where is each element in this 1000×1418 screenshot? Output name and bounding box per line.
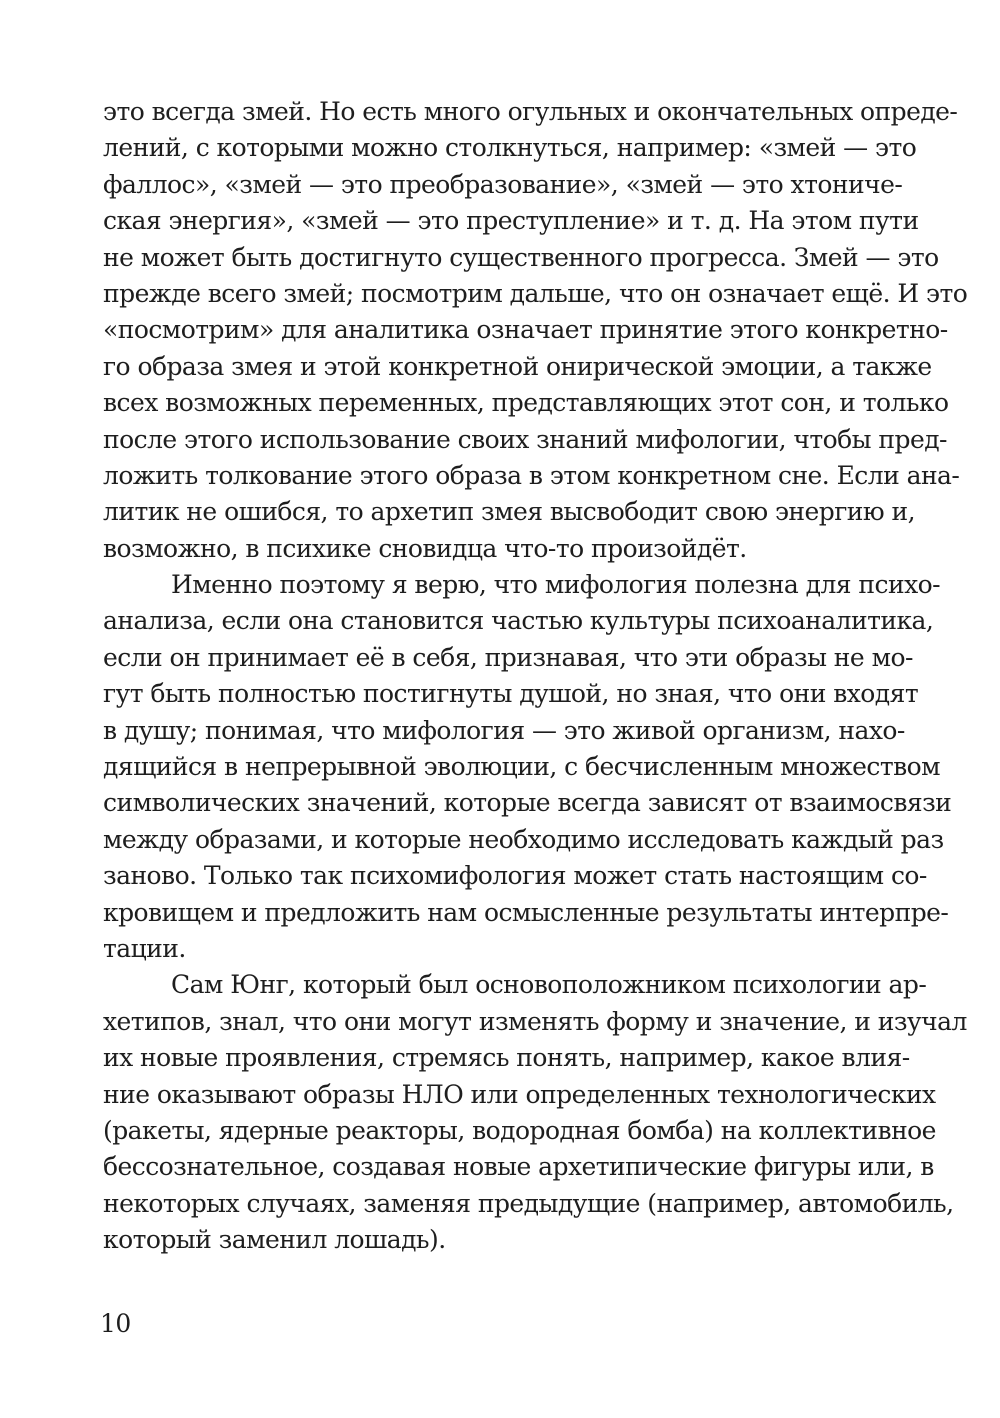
text-line: тации. — [103, 933, 186, 963]
text-line: всех возможных переменных, представляющих этот сон, и только — [103, 388, 949, 418]
text-line: «посмотрим» для аналитика означает принятие этого конкретно- — [103, 315, 948, 345]
text-line: некоторых случаях, заменяя предыдущие (например, автомобиль, — [103, 1188, 954, 1218]
text-line: ложить толкование этого образа в этом конкретном сне. Если ана- — [103, 460, 960, 490]
text-line: го образа змея и этой конкретной онирической эмоции, а также — [103, 351, 932, 381]
text-line: лений, с которыми можно столкнуться, например: «змей — это — [103, 133, 917, 163]
page-number: 10 — [100, 1309, 131, 1338]
text-line: хетипов, знал, что они могут изменять форму и значение, и изучал — [103, 1006, 967, 1036]
text-line: их новые проявления, стремясь понять, например, какое влия- — [103, 1043, 910, 1073]
body-text — [103, 94, 968, 1259]
text-line: после этого использование своих знаний мифологии, чтобы пред- — [103, 424, 947, 454]
text-line: (ракеты, ядерные реакторы, водородная бомба) на коллективное — [103, 1115, 936, 1145]
text-line: ние оказывают образы НЛО или определенных технологических — [103, 1079, 936, 1109]
text-line: прежде всего змей; посмотрим дальше, что он означает ещё. И это — [103, 278, 968, 308]
text-line: кровищем и предложить нам осмысленные результаты интерпре- — [103, 897, 949, 927]
text-line: заново. Только так психомифология может стать настоящим со- — [103, 861, 927, 891]
paragraph-first-line: Сам Юнг, который был основоположником психологии ар- — [171, 970, 927, 1000]
text-line: не может быть достигнуто существенного прогресса. Змей — это — [103, 242, 939, 272]
text-line: гут быть полностью постигнуты душой, но зная, что они входят — [103, 679, 919, 709]
text-line: бессознательное, создавая новые архетипические фигуры или, в — [103, 1152, 934, 1182]
text-line: между образами, и которые необходимо исследовать каждый раз — [103, 824, 944, 854]
text-line: который заменил лошадь). — [103, 1225, 446, 1255]
text-line: анализа, если она становится частью культуры психоаналитика, — [103, 606, 934, 636]
text-line: возможно, в психике сновидца что-то произойдёт. — [103, 533, 747, 563]
text-line: это всегда змей. Но есть много огульных и окончательных опреде- — [103, 97, 958, 126]
text-line: ская энергия», «змей — это преступление» и т. д. На этом пути — [103, 206, 919, 236]
text-line: литик не ошибся, то архетип змея высвободит свою энергию и, — [103, 497, 915, 527]
text-line: фаллос», «змей — это преобразование», «змей — это хтониче- — [103, 169, 903, 199]
text-line: если он принимает её в себя, признавая, что эти образы не мо- — [103, 642, 913, 672]
paragraph-first-line: Именно поэтому я верю, что мифология полезна для психо- — [171, 570, 941, 600]
text-line: в душу; понимая, что мифология — это живой организм, нахо- — [103, 715, 905, 745]
text-line: дящийся в непрерывной эволюции, с бесчисленным множеством — [103, 752, 941, 782]
text-line: символических значений, которые всегда зависят от взаимосвязи — [103, 788, 952, 818]
